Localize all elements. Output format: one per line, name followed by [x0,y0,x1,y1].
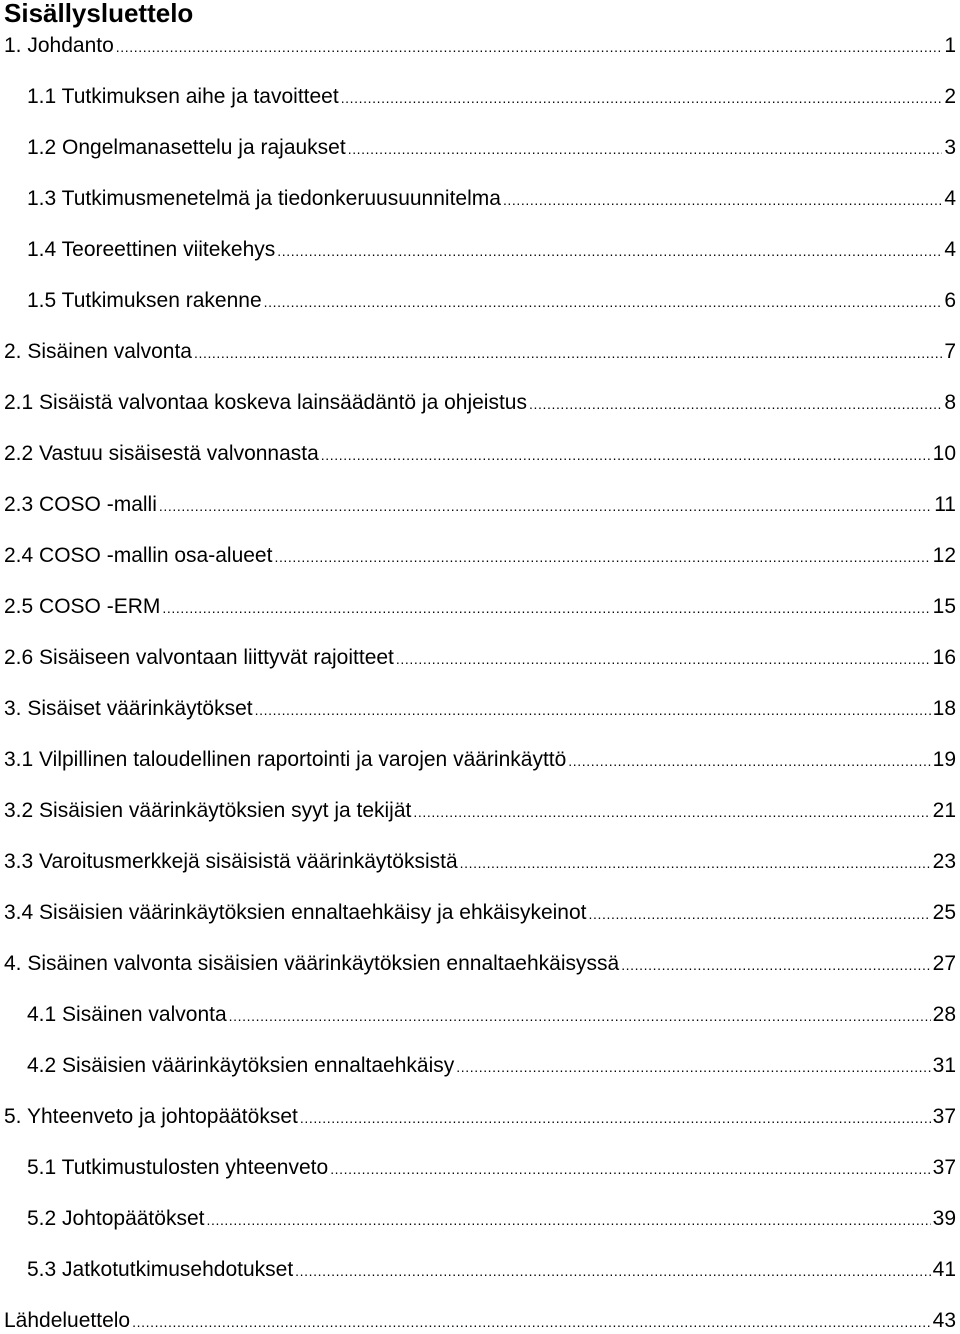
toc-entry-label: 5.3 Jatkotutkimusehdotukset [27,1258,294,1281]
toc-entry-label: 4. Sisäinen valvonta sisäisien väärinkäytöksien ennaltaehkäisyssä [4,952,620,975]
toc-entry[interactable] [4,441,956,467]
toc-title: Sisällysluettelo [4,0,194,28]
toc-entry[interactable] [4,747,956,773]
toc-entry-label: 3.3 Varoitusmerkkejä sisäisistä väärinkäytöksistä [4,850,458,873]
toc-entry[interactable] [27,186,956,212]
dot-leader [621,952,930,977]
toc-entry-page-number: 21 [932,799,956,822]
toc-entry[interactable] [27,237,956,263]
toc-entry-page-number: 3 [944,136,956,159]
toc-entry-page-number: 43 [932,1309,956,1332]
dot-leader [274,544,930,569]
dot-leader [568,748,930,773]
toc-entry[interactable] [27,1053,956,1079]
toc-entry[interactable] [27,84,956,110]
dot-leader [159,493,932,518]
dot-leader [460,850,931,875]
toc-entry-label: 5.2 Johtopäätökset [27,1207,205,1230]
toc-entry-page-number: 37 [932,1105,956,1128]
toc-entry-label: 1.5 Tutkimuksen rakenne [27,289,262,312]
dot-leader [132,1309,931,1334]
toc-entry-page-number: 37 [932,1156,956,1179]
dot-leader [456,1054,930,1079]
toc-entry-page-number: 19 [932,748,956,771]
toc-entry[interactable] [4,33,956,59]
toc-entry-page-number: 1 [944,34,956,57]
toc-entry-page-number: 28 [932,1003,956,1026]
dot-leader [503,187,942,212]
toc-entry-label: 2. Sisäinen valvonta [4,340,192,363]
toc-entry-page-number: 4 [944,238,956,261]
toc-entry-label: 2.4 COSO -mallin osa-alueet [4,544,273,567]
toc-entry-label: 5.1 Tutkimustulosten yhteenveto [27,1156,329,1179]
toc-entry[interactable] [4,339,956,365]
toc-entry[interactable] [4,492,956,518]
toc-entry-page-number: 11 [934,493,956,516]
toc-entry[interactable] [4,1104,956,1130]
toc-entry[interactable] [27,1002,956,1028]
toc-entry-page-number: 23 [932,850,956,873]
toc-entry-page-number: 2 [944,85,956,108]
dot-leader [300,1105,931,1130]
dot-leader [162,595,930,620]
dot-leader [229,1003,931,1028]
toc-entry-label: 1. Johdanto [4,34,114,57]
dot-leader [295,1258,930,1283]
toc-entry[interactable] [4,798,956,824]
toc-entry[interactable] [4,696,956,722]
dot-leader [348,136,943,161]
toc-entry[interactable] [4,543,956,569]
toc-entry-label: 1.4 Teoreettinen viitekehys [27,238,276,261]
toc-entry-page-number: 18 [932,697,956,720]
toc-entry[interactable] [27,1155,956,1181]
toc-entry-label: 3.1 Vilpillinen taloudellinen raportointi ja varojen väärinkäyttö [4,748,567,771]
dot-leader [413,799,930,824]
dot-leader [277,238,942,263]
toc-entry[interactable] [4,1308,956,1334]
toc-entry-page-number: 25 [932,901,956,924]
toc-entry[interactable] [4,390,956,416]
toc-entry-page-number: 39 [932,1207,956,1230]
toc-entry-label: 1.1 Tutkimuksen aihe ja tavoitteet [27,85,339,108]
dot-leader [116,34,943,59]
toc-entry-page-number: 31 [932,1054,956,1077]
toc-entry[interactable] [27,135,956,161]
toc-entry-label: Lähdeluettelo [4,1309,131,1332]
toc-entry-label: 3.4 Sisäisien väärinkäytöksien ennaltaehkäisy ja ehkäisykeinot [4,901,587,924]
toc-entry[interactable] [27,1206,956,1232]
toc-entry-page-number: 12 [932,544,956,567]
toc-entry-label: 4.2 Sisäisien väärinkäytöksien ennaltaehkäisy [27,1054,455,1077]
toc-entry-page-number: 27 [932,952,956,975]
toc-entry-label: 3. Sisäiset väärinkäytökset [4,697,253,720]
dot-leader [206,1207,930,1232]
toc-entry-page-number: 7 [944,340,956,363]
toc-entry-label: 3.2 Sisäisien väärinkäytöksien syyt ja tekijät [4,799,412,822]
toc-entry[interactable] [4,849,956,875]
toc-entry[interactable] [4,594,956,620]
toc-entry-label: 4.1 Sisäinen valvonta [27,1003,227,1026]
toc-entry-page-number: 16 [932,646,956,669]
toc-entry-page-number: 41 [932,1258,956,1281]
toc-entry[interactable] [4,645,956,671]
toc-entry-label: 1.3 Tutkimusmenetelmä ja tiedonkeruusuunnitelma [27,187,501,210]
toc-entry-label: 2.1 Sisäistä valvontaa koskeva lainsäädäntö ja ohjeistus [4,391,527,414]
toc-entry-label: 2.5 COSO -ERM [4,595,161,618]
toc-entry-page-number: 15 [932,595,956,618]
dot-leader [194,340,942,365]
toc-entry[interactable] [4,900,956,926]
dot-leader [589,901,931,926]
toc-entry-page-number: 8 [944,391,956,414]
toc-entry-label: 2.3 COSO -malli [4,493,157,516]
toc-entry[interactable] [4,951,956,977]
toc-entry[interactable] [27,1257,956,1283]
toc-entry-label: 1.2 Ongelmanasettelu ja rajaukset [27,136,346,159]
toc-entry-page-number: 4 [944,187,956,210]
dot-leader [321,442,931,467]
toc-entry-page-number: 6 [944,289,956,312]
dot-leader [529,391,942,416]
dot-leader [330,1156,930,1181]
dot-leader [264,289,943,314]
dot-leader [255,697,931,722]
toc-entry-page-number: 10 [932,442,956,465]
dot-leader [341,85,943,110]
toc-entry-label: 5. Yhteenveto ja johtopäätökset [4,1105,298,1128]
dot-leader [396,646,931,671]
toc-entry-label: 2.6 Sisäiseen valvontaan liittyvät rajoitteet [4,646,394,669]
toc-entry[interactable] [27,288,956,314]
toc-entry-label: 2.2 Vastuu sisäisestä valvonnasta [4,442,319,465]
